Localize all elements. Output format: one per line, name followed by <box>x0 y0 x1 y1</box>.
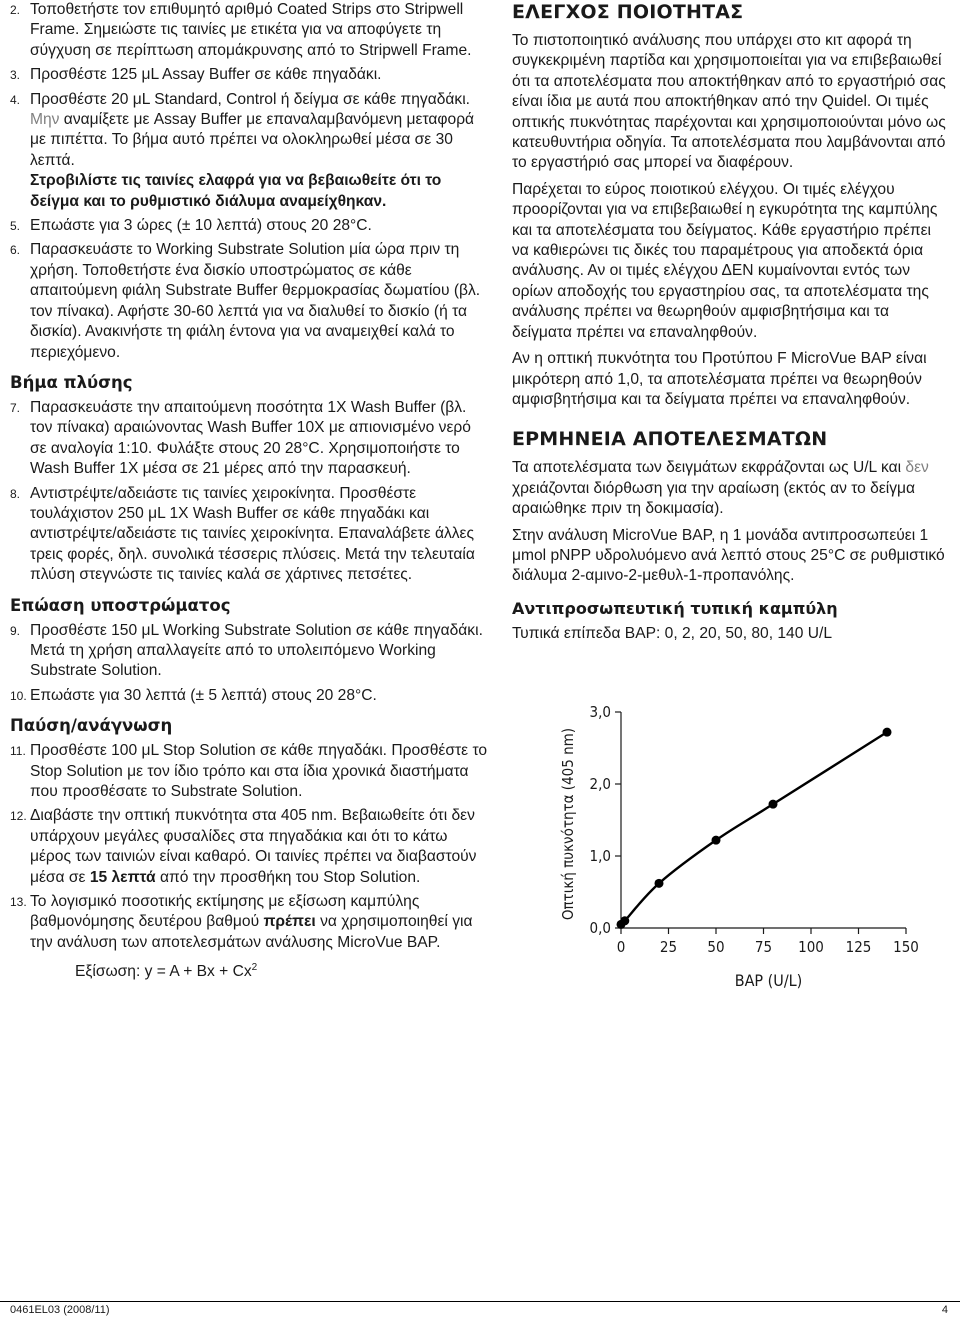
footer-divider <box>0 1301 960 1302</box>
step-text <box>30 806 488 888</box>
step-text-part: από την προσθήκη του Stop Solution. <box>155 868 421 886</box>
step-text: Αντιστρέψτε/αδειάστε τις ταινίες χειροκίνητα. Προσθέστε τουλάχιστον 250 μL 1X Wash Buffer σε κάθε πηγαδάκι και αντιστρέψτε/αδειάστε τις ταινίες χειροκίνητα. Επαναλάβετε άλλες τρεις φορές, δηλ. συνολικά τέσσερις πλύσεις. Μετά την τελευταία πλύση στεγνώστε τις ταινίες καλά σε χάρτινες πετσέτες. <box>30 484 475 584</box>
step-text-part: Το λογισμικό ποσοτικής εκτίμησης με εξίσωση καμπύλης βαθμονόμησης δευτέρου βαθμού <box>30 893 420 931</box>
x-tick-label: 50 <box>707 938 725 956</box>
paragraph-emphasis: δεν <box>905 459 929 477</box>
step-11 <box>0 741 488 802</box>
right-column <box>506 0 948 650</box>
step-number: 9. <box>10 623 21 638</box>
step-number: 8. <box>10 486 21 501</box>
chart-marks <box>617 728 892 929</box>
step-5 <box>0 216 488 236</box>
data-point <box>620 916 629 925</box>
y-tick-label: 0,0 <box>589 919 611 937</box>
interpretation-paragraph-1 <box>512 458 948 519</box>
equation-label: Εξίσωση: <box>75 963 145 981</box>
interpretation-paragraph-2: Στην ανάλυση MicroVue BAP, η 1 μονάδα αντιπροσωπεύει 1 μmol pNPP υδρολυόμενο ανά λεπτό στους 25°C σε ρυθμιστικό διάλυμα 2-αμινο-2-μεθυλ-1-προπανόλης. <box>512 526 945 585</box>
qc-paragraph-2: Παρέχεται το εύρος ποιοτικού ελέγχου. Οι τιμές ελέγχου προορίζονται για να επιβεβαιωθεί η εγκυρότητα της καμπύλης και τα αποτελέσματα του δείγματος. Κάθε εργαστήριο πρέπει να καθιερώνει τις δικές του παραμέτρους για αποδεκτά όρια ανάλυσης. Αν οι τιμές ελέγχου ΔΕΝ κυμαίνονται εντός των ορίων αποδοχής του εργαστηρίου σας, τα αποτελέσματα της ανάλυσης πρέπει να θεωρηθούν αμφισβητήσιμα και τα δείγματα πρέπει να επαναληφθούν. <box>512 180 938 341</box>
step-text: Παρασκευάστε την απαιτούμενη ποσότητα 1X Wash Buffer (βλ. τον πίνακα) αραιώνοντας Wash Buffer 10X με απιονισμένο νερό σε αναλογία 1:10. Φυλάξτε στους 20 28°C. Χρησιμοποιήστε το Wash Buffer 1X μέσα σε 21 μέρες από την παρασκευή. <box>30 398 471 478</box>
left-column <box>0 0 488 983</box>
step-2 <box>0 0 488 61</box>
x-tick-label: 150 <box>893 938 919 956</box>
step-9 <box>0 621 488 682</box>
step-number: 5. <box>10 219 21 234</box>
standard-curve-chart <box>506 700 946 1000</box>
step-number: 3. <box>10 68 21 83</box>
section-heading-substrate: Επώαση υποστρώματος <box>10 595 231 615</box>
x-tick-label: 125 <box>845 938 872 956</box>
data-point <box>712 836 721 845</box>
step-text: Παρασκευάστε το Working Substrate Solution μία ώρα πριν τη χρήση. Τοποθετήστε ένα δισκίο υποστρώματος σε κάθε απαιτούμενη φιάλη Substrate Buffer θερμοκρασίας δωματίου (βλ. τον πίνακα). Αφήστε 30-60 λεπτά για να διαλυθεί το δισκίο (ή τα δισκία). Ανακινήστε τη φιάλη έντονα για να αναμειχθεί καλά το περιεχόμενο. <box>30 241 481 361</box>
x-tick-label: 75 <box>754 938 773 956</box>
y-tick-label: 1,0 <box>589 847 611 865</box>
chart-y-axis-label: Οπτική πυκνότητα (405 nm) <box>559 727 577 921</box>
standard-curve-caption: Τυπικά επίπεδα BAP: 0, 2, 20, 50, 80, 140 U/L <box>512 624 832 642</box>
step-text: Επωάστε για 30 λεπτά (± 5 λεπτά) στους 20 28°C. <box>30 686 377 704</box>
step-7 <box>0 398 488 480</box>
section-heading-stop: Παύση/ανάγνωση <box>10 716 173 736</box>
step-number: 11. <box>10 744 26 759</box>
step-text-part: Προσθέστε 20 μL Standard, Control ή δείγμα σε κάθε πηγαδάκι. <box>30 90 471 108</box>
step-text: Προσθέστε 125 μL Assay Buffer σε κάθε πηγαδάκι. <box>30 66 382 84</box>
step-number: 10. <box>10 688 27 703</box>
step-text: Επωάστε για 3 ώρες (± 10 λεπτά) στους 20 28°C. <box>30 217 372 235</box>
data-point <box>655 879 664 888</box>
y-tick-label: 2,0 <box>589 775 611 793</box>
step-text: Προσθέστε 100 μL Stop Solution σε κάθε πηγαδάκι. Προσθέστε το Stop Solution με τον ίδιο τρόπο και στα ίδια χρονικά διαστήματα που προσθέσατε το Substrate Solution. <box>30 742 488 800</box>
paragraph-part: χρειάζονται διόρθωση για την αραίωση (εκτός αν το δείγμα αραιώθηκε πριν τη δοκιμασία). <box>512 479 916 518</box>
equation-exponent: 2 <box>251 962 258 974</box>
step-text-part: Διαβάστε την οπτική πυκνότητα στα 405 nm. Βεβαιωθείτε ότι δεν υπάρχουν μεγάλες φυσαλίδες στα πηγαδάκια και ότι το κάτω μέρος των ταινιών είναι καθαρό. Οι ταινίες πρέπει να διαβαστούν μέσα σε <box>30 807 477 886</box>
step-8 <box>0 484 488 586</box>
step-6 <box>0 240 488 362</box>
y-tick-label: 3,0 <box>589 703 611 721</box>
step-text: Προσθέστε 150 μL Working Substrate Solution σε κάθε πηγαδάκι. Μετά τη χρήση απαλλαγείτε από το υπολειπόμενο Working Substrate Solution. <box>30 621 483 680</box>
x-tick-label: 100 <box>798 938 824 956</box>
x-tick-label: 0 <box>616 938 626 956</box>
step-text-bold: 15 λεπτά <box>89 868 156 886</box>
step-number: 2. <box>10 3 21 17</box>
equation-body: y = A + Bx + Cx <box>144 963 252 981</box>
interpretation-heading: ΕΡΜΗΝΕΙΑ ΑΠΟΤΕΛΕΣΜΑΤΩΝ <box>512 428 828 451</box>
step-text: Τοποθετήστε τον επιθυμητό αριθμό Coated Strips στο Stripwell Frame. Σημειώστε τις ταινίες με ετικέτα για να αποφύγετε τη σύγχυση σε περίπτωση απομάκρυνσης από το Stripwell Frame. <box>30 1 472 59</box>
step-number: 4. <box>10 92 21 107</box>
step-bold-note: Στροβιλίστε τις ταινίες ελαφρά για να βεβαιωθείτε ότι το δείγμα και το ρυθμιστικό διάλυμα αναμείχθηκαν. <box>30 172 442 210</box>
qc-paragraph-1: Το πιστοποιητικό ανάλυσης που υπάρχει στο κιτ αφορά τη συγκεκριμένη παρτίδα και χρησιμοποιείται για να επιβεβαιωθεί ότι τα αποτελέσματα που αποκτήθηκαν από το εργαστήριό σας είναι ίδια με αυτά που αποκτήθηκαν από την Quidel. Οι τιμές οπτικής πυκνότητας παρέχονται και χρησιμοποιούνται μόνο ως κατευθυντήρια οδηγία. Τα αποτελέσματα που λαμβάνονται από το εργαστήριό σας μπορεί να διαφέρουν. <box>512 32 946 172</box>
step-text-part: αναμίξετε με Assay Buffer με επαναλαμβανόμενη μεταφορά με πιπέττα. Το βήμα αυτό πρέπει να ολοκληρωθεί μέσα σε 30 λεπτά. <box>30 111 475 169</box>
step-number: 6. <box>10 243 21 258</box>
step-3 <box>0 65 488 85</box>
step-text-part: να χρησιμοποιηθεί για την ανάλυση των αποτελεσμάτων ανάλυσης MicroVue BAP. <box>30 913 473 951</box>
footer-page-number: 4 <box>941 1304 948 1316</box>
step-12 <box>0 806 488 888</box>
x-tick-label: 25 <box>659 938 678 956</box>
standard-curve-line <box>621 732 887 925</box>
step-4 <box>0 90 488 212</box>
step-number: 7. <box>10 400 21 415</box>
step-number: 13. <box>10 895 27 910</box>
step-text <box>30 892 488 953</box>
step-number: 12. <box>10 809 27 824</box>
step-text-emphasis: Μην <box>30 111 60 129</box>
chart-axes <box>590 703 919 956</box>
data-point <box>883 728 892 737</box>
section-heading-wash: Βήμα πλύσης <box>10 372 133 392</box>
step-text-bold: πρέπει <box>263 913 316 931</box>
step-13 <box>0 892 488 953</box>
step-text <box>30 90 488 172</box>
footer-document-code: 0461EL03 (2008/11) <box>10 1304 110 1316</box>
paragraph-part: Τα αποτελέσματα των δειγμάτων εκφράζονται ως U/L και <box>512 459 906 477</box>
chart-svg <box>506 700 946 1000</box>
chart-x-axis-label: BAP (U/L) <box>734 971 803 990</box>
equation <box>75 957 488 983</box>
qc-paragraph-3: Αν η οπτική πυκνότητα του Προτύπου F MicroVue BAP είναι μικρότερη από 1,0, τα αποτελέσματα πρέπει να θεωρηθούν αμφισβητήσιμα και τα δείγματα πρέπει να επαναληφθούν. <box>512 350 927 408</box>
data-point <box>769 800 778 809</box>
step-10 <box>0 686 488 706</box>
qc-heading: ΕΛΕΓΧΟΣ ΠΟΙΟΤΗΤΑΣ <box>512 1 744 23</box>
standard-curve-heading: Αντιπροσωπευτική τυπική καμπύλη <box>512 598 838 618</box>
